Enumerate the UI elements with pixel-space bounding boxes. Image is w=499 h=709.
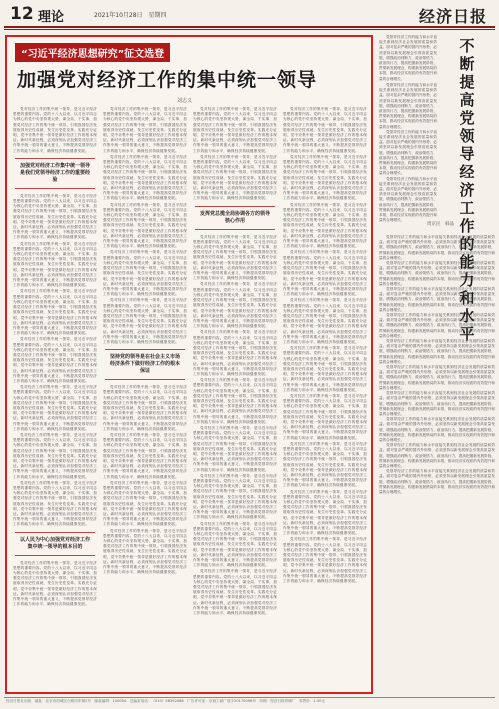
headline-char: 经 bbox=[459, 163, 475, 181]
headline-char: 导 bbox=[459, 145, 475, 163]
article-body bbox=[13, 107, 367, 690]
body-paragraph: 党对经济工作的集中统一领导，是习近平经济思想的重要内容。党的十八大以来，以习近平同志为核心的党中央坚持观大势、谋全局、干实事，加强党对经济工作的集中统一领导，引领我国经济发展取得历史性成就、发生历史性变革。实践充分证明，党中央集中统一领导是做好经济工作的根本保证。新时代新征程，必须深刻认识加强党对经济工作集中统一领导的重大意义，不断提高党领导经济工作的能力和水平，确保经济持续健康发展。 bbox=[283, 107, 367, 153]
highlighted-article[interactable] bbox=[5, 35, 373, 694]
subhead-3: 坚持党的领导是在社会主义市场经济条件下做好经济工作的根本保证 bbox=[105, 349, 185, 380]
body-paragraph: 党对经济工作的集中统一领导，是习近平经济思想的重要内容。党的十八大以来，以习近平同志为核心的党中央坚持观大势、谋全局、干实事，加强党对经济工作的集中统一领导，引领我国经济发展取得历史性成就、发生历史性变革。实践充分证明，党中央集中统一领导是做好经济工作的根本保证。新时代新征程，必须深刻认识加强党对经济工作集中统一领导的重大意义，不断提高党领导经济工作的能力和水平，确保经济持续健康发展。 bbox=[103, 432, 187, 479]
body-paragraph: 党对经济工作的集中统一领导，是习近平经济思想的重要内容。党的十八大以来，以习近平同志为核心的党中央坚持观大势、谋全局、干实事，加强党对经济工作的集中统一领导，引领我国经济发展取得历史性成就、发生历史性变革。实践充分证明，党中央集中统一领导是做好经济工作的根本保证。新时代新征程，必须深刻认识加强党对经济工作集中统一领导的重大意义，不断提高党领导经济工作的能力和水平，确保经济持续健康发展。 bbox=[283, 393, 367, 440]
body-paragraph: 党对经济工作的集中统一领导，是习近平经济思想的重要内容。党的十八大以来，以习近平同志为核心的党中央坚持观大势、谋全局、干实事，加强党对经济工作的集中统一领导，引领我国经济发展取得历史性成就、发生历史性变革。实践充分证明，党中央集中统一领导是做好经济工作的根本保证。新时代新征程，必须深刻认识加强党对经济工作集中统一领导的重大意义，不断提高党领导经济工作的能力和水平，确保经济持续健康发展。 bbox=[103, 480, 187, 527]
body-paragraph: 党对经济工作的集中统一领导，是习近平经济思想的重要内容。党的十八大以来，以习近平同志为核心的党中央坚持观大势、谋全局、干实事，加强党对经济工作的集中统一领导，引领我国经济发展取得历史性成就、发生历史性变革。实践充分证明，党中央集中统一领导是做好经济工作的根本保证。新时代新征程，必须深刻认识加强党对经济工作集中统一领导的重大意义，不断提高党领导经济工作的能力和水平，确保经济持续健康发展。 bbox=[13, 385, 97, 431]
body-paragraph: 党对经济工作的集中统一领导，是习近平经济思想的重要内容。党的十八大以来，以习近平同志为核心的党中央坚持观大势、谋全局、干实事，加强党对经济工作的集中统一领导，引领我国经济发展取得历史性成就、发生历史性变革。实践充分证明，党中央集中统一领导是做好经济工作的根本保证。新时代新征程，必须深刻认识加强党对经济工作集中统一领导的重大意义，不断提高党领导经济工作的能力和水平，确保经济持续健康发展。 bbox=[193, 107, 277, 153]
body-column-1 bbox=[13, 107, 97, 690]
body-paragraph: 党对经济工作的集中统一领导，是习近平经济思想的重要内容。党的十八大以来，以习近平同志为核心的党中央坚持观大势、谋全局、干实事，加强党对经济工作的集中统一领导，引领我国经济发展取得历史性成就、发生历史性变革。实践充分证明，党中央集中统一领导是做好经济工作的根本保证。新时代新征程，必须深刻认识加强党对经济工作集中统一领导的重大意义，不断提高党领导经济工作的能力和水平，确保经济持续健康发展。 bbox=[13, 432, 97, 479]
body-paragraph: 党领导经济工作的能力和水平直接关系到经济社会发展的质量和效益。面对复杂严峻的国内外形势，必须坚持以新发展理念引领高质量发展，增强政治判断力、政治领悟力、政治执行力，提高把握新发展阶段、贯彻新发展理念、构建新发展格局的本领，推动经济实现质的有效提升和量的合理增长。 bbox=[379, 129, 437, 176]
headline-char: 高 bbox=[459, 91, 475, 109]
body-paragraph: 党对经济工作的集中统一领导，是习近平经济思想的重要内容。党的十八大以来，以习近平同志为核心的党中央坚持观大势、谋全局、干实事，加强党对经济工作的集中统一领导，引领我国经济发展取得历史性成就、发生历史性变革。实践充分证明，党中央集中统一领导是做好经济工作的根本保证。新时代新征程，必须深刻认识加强党对经济工作集中统一领导的重大意义，不断提高党领导经济工作的能力和水平，确保经济持续健康发展。 bbox=[193, 154, 277, 201]
body-column-3 bbox=[193, 107, 277, 690]
body-paragraph: 党领导经济工作的能力和水平直接关系到经济社会发展的质量和效益。面对复杂严峻的国内外形势，必须坚持以新发展理念引领高质量发展，增强政治判断力、政治领悟力、政治执行力，提高把握新发展阶段、贯彻新发展理念、构建新发展格局的本领，推动经济实现质的有效提升和量的合理增长。 bbox=[379, 313, 495, 338]
headline-char: 济 bbox=[459, 181, 475, 199]
headline-char: 能 bbox=[459, 253, 475, 271]
headline-char: 作 bbox=[459, 217, 475, 235]
body-paragraph: 党领导经济工作的能力和水平直接关系到经济社会发展的质量和效益。面对复杂严峻的国内外形势，必须坚持以新发展理念引领高质量发展，增强政治判断力、政治领悟力、政治执行力，提高把握新发展阶段、贯彻新发展理念、构建新发展格局的本领，推动经济实现质的有效提升和量的合理增长。 bbox=[379, 235, 495, 260]
body-paragraph: 党对经济工作的集中统一领导，是习近平经济思想的重要内容。党的十八大以来，以习近平同志为核心的党中央坚持观大势、谋全局、干实事，加强党对经济工作的集中统一领导，引领我国经济发展取得历史性成就、发生历史性变革。实践充分证明，党中央集中统一领导是做好经济工作的根本保证。新时代新征程，必须深刻认识加强党对经济工作集中统一领导的重大意义，不断提高党领导经济工作的能力和水平，确保经济持续健康发展。 bbox=[193, 521, 277, 568]
body-paragraph: 党对经济工作的集中统一领导，是习近平经济思想的重要内容。党的十八大以来，以习近平同志为核心的党中央坚持观大势、谋全局、干实事，加强党对经济工作的集中统一领导，引领我国经济发展取得历史性成就、发生历史性变革。实践充分证明，党中央集中统一领导是做好经济工作的根本保证。新时代新征程，必须深刻认识加强党对经济工作集中统一领导的重大意义，不断提高党领导经济工作的能力和水平，确保经济持续健康发展。 bbox=[283, 489, 367, 536]
headline-char: 力 bbox=[459, 271, 475, 289]
body-paragraph: 党对经济工作的集中统一领导，是习近平经济思想的重要内容。党的十八大以来，以习近平同志为核心的党中央坚持观大势、谋全局、干实事，加强党对经济工作的集中统一领导，引领我国经济发展取得历史性成就、发生历史性变革。实践充分证明，党中央集中统一领导是做好经济工作的根本保证。新时代新征程，必须深刻认识加强党对经济工作集中统一领导的重大意义，不断提高党领导经济工作的能力和水平，确保经济持续健康发展。 bbox=[13, 337, 97, 383]
right-article-top-text bbox=[379, 35, 437, 83]
masthead bbox=[4, 4, 495, 26]
body-paragraph: 党领导经济工作的能力和水平直接关系到经济社会发展的质量和效益。面对复杂严峻的国内外形势，必须坚持以新发展理念引领高质量发展，增强政治判断力、政治领悟力、政治执行力，提高把握新发展阶段、贯彻新发展理念、构建新发展格局的本领，推动经济实现质的有效提升和量的合理增长。 bbox=[379, 176, 437, 223]
body-paragraph: 党领导经济工作的能力和水平直接关系到经济社会发展的质量和效益。面对复杂严峻的国内外形势，必须坚持以新发展理念引领高质量发展，增强政治判断力、政治领悟力、政治执行力，提高把握新发展阶段、贯彻新发展理念、构建新发展格局的本领，推动经济实现质的有效提升和量的合理增长。 bbox=[379, 83, 437, 129]
headline-char: 党 bbox=[459, 109, 475, 127]
body-paragraph: 党对经济工作的集中统一领导，是习近平经济思想的重要内容。党的十八大以来，以习近平同志为核心的党中央坚持观大势、谋全局、干实事，加强党对经济工作的集中统一领导，引领我国经济发展取得历史性成就、发生历史性变革。实践充分证明，党中央集中统一领导是做好经济工作的根本保证。新时代新征程，必须深刻认识加强党对经济工作集中统一领导的重大意义，不断提高党领导经济工作的能力和水平，确保经济持续健康发展。 bbox=[283, 202, 367, 249]
body-paragraph: 党对经济工作的集中统一领导，是习近平经济思想的重要内容。党的十八大以来，以习近平同志为核心的党中央坚持观大势、谋全局、干实事，加强党对经济工作的集中统一领导，引领我国经济发展取得历史性成就、发生历史性变革。实践充分证明，党中央集中统一领导是做好经济工作的根本保证。新时代新征程，必须深刻认识加强党对经济工作集中统一领导的重大意义，不断提高党领导经济工作的能力和水平，确保经济持续健康发展。 bbox=[283, 250, 367, 297]
paper-logo: 经济日报 bbox=[418, 7, 487, 26]
body-paragraph: 党对经济工作的集中统一领导，是习近平经济思想的重要内容。党的十八大以来，以习近平同志为核心的党中央坚持观大势、谋全局、干实事，加强党对经济工作的集中统一领导，引领我国经济发展取得历史性成就、发生历史性变革。实践充分证明，党中央集中统一领导是做好经济工作的根本保证。新时代新征程，必须深刻认识加强党对经济工作集中统一领导的重大意义，不断提高党领导经济工作的能力和水平，确保经济持续健康发展。 bbox=[103, 154, 187, 201]
section-name: 理论 bbox=[38, 10, 65, 25]
body-paragraph: 党对经济工作的集中统一领导，是习近平经济思想的重要内容。党的十八大以来，以习近平同志为核心的党中央坚持观大势、谋全局、干实事，加强党对经济工作的集中统一领导，引领我国经济发展取得历史性成就、发生历史性变革。实践充分证明，党中央集中统一领导是做好经济工作的根本保证。新时代新征程，必须深刻认识加强党对经济工作集中统一领导的重大意义，不断提高党领导经济工作的能力和水平，确保经济持续健康发展。 bbox=[103, 385, 187, 431]
headline-char: 水 bbox=[459, 307, 475, 325]
body-paragraph: 党对经济工作的集中统一领导，是习近平经济思想的重要内容。党的十八大以来，以习近平同志为核心的党中央坚持观大势、谋全局、干实事，加强党对经济工作的集中统一领导，引领我国经济发展取得历史性成就、发生历史性变革。实践充分证明，党中央集中统一领导是做好经济工作的根本保证。新时代新征程，必须深刻认识加强党对经济工作集中统一领导的重大意义，不断提高党领导经济工作的能力和水平，确保经济持续健康发展。 bbox=[103, 202, 187, 249]
article-byline: 刘志义 bbox=[177, 98, 193, 104]
masthead-rule bbox=[4, 26, 495, 28]
body-paragraph: 党对经济工作的集中统一领导，是习近平经济思想的重要内容。党的十八大以来，以习近平同志为核心的党中央坚持观大势、谋全局、干实事，加强党对经济工作的集中统一领导，引领我国经济发展取得历史性成就、发生历史性变革。实践充分证明，党中央集中统一领导是做好经济工作的根本保证。新时代新征程，必须深刻认识加强党对经济工作集中统一领导的重大意义，不断提高党领导经济工作的能力和水平，确保经济持续健康发展。 bbox=[193, 234, 277, 281]
body-column-4 bbox=[283, 107, 367, 690]
subhead-2: 发挥党总揽全局协调各方的领导核心作用 bbox=[195, 206, 275, 230]
column-banner: “习近平经济思想研究”征文选登 bbox=[15, 43, 170, 62]
headline-char: 的 bbox=[459, 235, 475, 253]
publication-date: 2021年10月28日 星期四 bbox=[94, 12, 167, 19]
body-paragraph: 党领导经济工作的能力和水平直接关系到经济社会发展的质量和效益。面对复杂严峻的国内外形势，必须坚持以新发展理念引领高质量发展，增强政治判断力、政治领悟力、政治执行力，提高把握新发展阶段、贯彻新发展理念、构建新发展格局的本领，推动经济实现质的有效提升和量的合理增长。 bbox=[379, 443, 495, 468]
headline-char: 工 bbox=[459, 199, 475, 217]
body-paragraph: 党领导经济工作的能力和水平直接关系到经济社会发展的质量和效益。面对复杂严峻的国内外形势，必须坚持以新发展理念引领高质量发展，增强政治判断力、政治领悟力、政治执行力，提高把握新发展阶段、贯彻新发展理念、构建新发展格局的本领，推动经济实现质的有效提升和量的合理增长。 bbox=[379, 469, 495, 494]
subhead-4: 以人民为中心加强党对经济工作集中统一领导的根本目的 bbox=[15, 532, 95, 556]
subhead-1: 加强党对经济工作集中统一领导是我们党领导经济工作的重要经验 bbox=[15, 158, 95, 189]
page-number: 12 bbox=[10, 4, 34, 24]
body-paragraph: 党领导经济工作的能力和水平直接关系到经济社会发展的质量和效益。面对复杂严峻的国内外形势，必须坚持以新发展理念引领高质量发展，增强政治判断力、政治领悟力、政治执行力，提高把握新发展阶段、贯彻新发展理念、构建新发展格局的本领，推动经济实现质的有效提升和量的合理增长。 bbox=[379, 417, 495, 442]
body-paragraph: 党领导经济工作的能力和水平直接关系到经济社会发展的质量和效益。面对复杂严峻的国内外形势，必须坚持以新发展理念引领高质量发展，增强政治判断力、政治领悟力、政治执行力，提高把握新发展阶段、贯彻新发展理念、构建新发展格局的本领，推动经济实现质的有效提升和量的合理增长。 bbox=[379, 261, 495, 286]
masthead-rule-thin bbox=[4, 29, 495, 30]
body-column-2 bbox=[103, 107, 187, 690]
body-paragraph: 党对经济工作的集中统一领导，是习近平经济思想的重要内容。党的十八大以来，以习近平同志为核心的党中央坚持观大势、谋全局、干实事，加强党对经济工作的集中统一领导，引领我国经济发展取得历史性成就、发生历史性变革。实践充分证明，党中央集中统一领导是做好经济工作的根本保证。新时代新征程，必须深刻认识加强党对经济工作集中统一领导的重大意义，不断提高党领导经济工作的能力和水平，确保经济持续健康发展。 bbox=[283, 346, 367, 392]
headline-char: 平 bbox=[459, 325, 475, 343]
right-article-column-a bbox=[379, 83, 437, 233]
body-paragraph: 党对经济工作的集中统一领导，是习近平经济思想的重要内容。党的十八大以来，以习近平同志为核心的党中央坚持观大势、谋全局、干实事，加强党对经济工作的集中统一领导，引领我国经济发展取得历史性成就、发生历史性变革。实践充分证明，党中央集中统一领导是做好经济工作的根本保证。新时代新征程，必须深刻认识加强党对经济工作集中统一领导的重大意义，不断提高党领导经济工作的能力和水平，确保经济持续健康发展。 bbox=[13, 560, 97, 607]
article-headline: 加强党对经济工作的集中统一领导 bbox=[17, 69, 318, 91]
body-paragraph: 党领导经济工作的能力和水平直接关系到经济社会发展的质量和效益。面对复杂严峻的国内外形势，必须坚持以新发展理念引领高质量发展，增强政治判断力、政治领悟力、政治执行力，提高把握新发展阶段、贯彻新发展理念、构建新发展格局的本领，推动经济实现质的有效提升和量的合理增长。 bbox=[379, 35, 437, 81]
body-paragraph: 党对经济工作的集中统一领导，是习近平经济思想的重要内容。党的十八大以来，以习近平同志为核心的党中央坚持观大势、谋全局、干实事，加强党对经济工作的集中统一领导，引领我国经济发展取得历史性成就、发生历史性变革。实践充分证明，党中央集中统一领导是做好经济工作的根本保证。新时代新征程，必须深刻认识加强党对经济工作集中统一领导的重大意义，不断提高党领导经济工作的能力和水平，确保经济持续健康发展。 bbox=[283, 298, 367, 344]
body-paragraph: 党领导经济工作的能力和水平直接关系到经济社会发展的质量和效益。面对复杂严峻的国内外形势，必须坚持以新发展理念引领高质量发展，增强政治判断力、政治领悟力、政治执行力，提高把握新发展阶段、贯彻新发展理念、构建新发展格局的本领，推动经济实现质的有效提升和量的合理增长。 bbox=[379, 391, 495, 416]
headline-char: 断 bbox=[459, 55, 475, 73]
body-paragraph: 党对经济工作的集中统一领导，是习近平经济思想的重要内容。党的十八大以来，以习近平同志为核心的党中央坚持观大势、谋全局、干实事，加强党对经济工作的集中统一领导，引领我国经济发展取得历史性成就、发生历史性变革。实践充分证明，党中央集中统一领导是做好经济工作的根本保证。新时代新征程，必须深刻认识加强党对经济工作集中统一领导的重大意义，不断提高党领导经济工作的能力和水平，确保经济持续健康发展。 bbox=[13, 289, 97, 336]
right-article[interactable] bbox=[379, 35, 495, 694]
right-article-column-b bbox=[379, 235, 495, 694]
body-paragraph: 党对经济工作的集中统一领导，是习近平经济思想的重要内容。党的十八大以来，以习近平同志为核心的党中央坚持观大势、谋全局、干实事，加强党对经济工作的集中统一领导，引领我国经济发展取得历史性成就、发生历史性变革。实践充分证明，党中央集中统一领导是做好经济工作的根本保证。新时代新征程，必须深刻认识加强党对经济工作集中统一领导的重大意义，不断提高党领导经济工作的能力和水平，确保经济持续健康发展。 bbox=[103, 250, 187, 297]
headline-char: 不 bbox=[459, 37, 475, 55]
body-paragraph: 党对经济工作的集中统一领导，是习近平经济思想的重要内容。党的十八大以来，以习近平同志为核心的党中央坚持观大势、谋全局、干实事，加强党对经济工作的集中统一领导，引领我国经济发展取得历史性成就、发生历史性变革。实践充分证明，党中央集中统一领导是做好经济工作的根本保证。新时代新征程，必须深刻认识加强党对经济工作集中统一领导的重大意义，不断提高党领导经济工作的能力和水平，确保经济持续健康发展。 bbox=[193, 378, 277, 424]
body-paragraph: 党对经济工作的集中统一领导，是习近平经济思想的重要内容。党的十八大以来，以习近平同志为核心的党中央坚持观大势、谋全局、干实事，加强党对经济工作的集中统一领导，引领我国经济发展取得历史性成就、发生历史性变革。实践充分证明，党中央集中统一领导是做好经济工作的根本保证。新时代新征程，必须深刻认识加强党对经济工作集中统一领导的重大意义，不断提高党领导经济工作的能力和水平，确保经济持续健康发展。 bbox=[193, 473, 277, 520]
body-paragraph: 党对经济工作的集中统一领导，是习近平经济思想的重要内容。党的十八大以来，以习近平同志为核心的党中央坚持观大势、谋全局、干实事，加强党对经济工作的集中统一领导，引领我国经济发展取得历史性成就、发生历史性变革。实践充分证明，党中央集中统一领导是做好经济工作的根本保证。新时代新征程，必须深刻认识加强党对经济工作集中统一领导的重大意义，不断提高党领导经济工作的能力和水平，确保经济持续健康发展。 bbox=[283, 537, 367, 584]
body-paragraph: 党领导经济工作的能力和水平直接关系到经济社会发展的质量和效益。面对复杂严峻的国内外形势，必须坚持以新发展理念引领高质量发展，增强政治判断力、政治领悟力、政治执行力，提高把握新发展阶段、贯彻新发展理念、构建新发展格局的本领，推动经济实现质的有效提升和量的合理增长。 bbox=[379, 365, 495, 390]
body-paragraph: 党对经济工作的集中统一领导，是习近平经济思想的重要内容。党的十八大以来，以习近平同志为核心的党中央坚持观大势、谋全局、干实事，加强党对经济工作的集中统一领导，引领我国经济发展取得历史性成就、发生历史性变革。实践充分证明，党中央集中统一领导是做好经济工作的根本保证。新时代新征程，必须深刻认识加强党对经济工作集中统一领导的重大意义，不断提高党领导经济工作的能力和水平，确保经济持续健康发展。 bbox=[13, 107, 97, 153]
body-paragraph: 党对经济工作的集中统一领导，是习近平经济思想的重要内容。党的十八大以来，以习近平同志为核心的党中央坚持观大势、谋全局、干实事，加强党对经济工作的集中统一领导，引领我国经济发展取得历史性成就、发生历史性变革。实践充分证明，党中央集中统一领导是做好经济工作的根本保证。新时代新征程，必须深刻认识加强党对经济工作集中统一领导的重大意义，不断提高党领导经济工作的能力和水平，确保经济持续健康发展。 bbox=[103, 107, 187, 153]
body-paragraph: 党对经济工作的集中统一领导，是习近平经济思想的重要内容。党的十八大以来，以习近平同志为核心的党中央坚持观大势、谋全局、干实事，加强党对经济工作的集中统一领导，引领我国经济发展取得历史性成就、发生历史性变革。实践充分证明，党中央集中统一领导是做好经济工作的根本保证。新时代新征程，必须深刻认识加强党对经济工作集中统一领导的重大意义，不断提高党领导经济工作的能力和水平，确保经济持续健康发展。 bbox=[193, 569, 277, 616]
headline-char: 提 bbox=[459, 73, 475, 91]
body-paragraph: 党对经济工作的集中统一领导，是习近平经济思想的重要内容。党的十八大以来，以习近平同志为核心的党中央坚持观大势、谋全局、干实事，加强党对经济工作的集中统一领导，引领我国经济发展取得历史性成就、发生历史性变革。实践充分证明，党中央集中统一领导是做好经济工作的根本保证。新时代新征程，必须深刻认识加强党对经济工作集中统一领导的重大意义，不断提高党领导经济工作的能力和水平，确保经济持续健康发展。 bbox=[103, 298, 187, 344]
body-paragraph: 党领导经济工作的能力和水平直接关系到经济社会发展的质量和效益。面对复杂严峻的国内外形势，必须坚持以新发展理念引领高质量发展，增强政治判断力、政治领悟力、政治执行力，提高把握新发展阶段、贯彻新发展理念、构建新发展格局的本领，推动经济实现质的有效提升和量的合理增长。 bbox=[379, 287, 495, 312]
footer-imprint: 经济日报社出版 地址：北京市西城区白纸坊东街2号 邮政编码：100054 总编室电话：（010）58392088 广告许可证：京西工商广登字20170096号 印刷：经济日报印刷厂 零售价：1.50元 bbox=[6, 699, 326, 703]
body-paragraph: 党对经济工作的集中统一领导，是习近平经济思想的重要内容。党的十八大以来，以习近平同志为核心的党中央坚持观大势、谋全局、干实事，加强党对经济工作的集中统一领导，引领我国经济发展取得历史性成就、发生历史性变革。实践充分证明，党中央集中统一领导是做好经济工作的根本保证。新时代新征程，必须深刻认识加强党对经济工作集中统一领导的重大意义，不断提高党领导经济工作的能力和水平，确保经济持续健康发展。 bbox=[13, 193, 97, 240]
body-paragraph: 党对经济工作的集中统一领导，是习近平经济思想的重要内容。党的十八大以来，以习近平同志为核心的党中央坚持观大势、谋全局、干实事，加强党对经济工作的集中统一领导，引领我国经济发展取得历史性成就、发生历史性变革。实践充分证明，党中央集中统一领导是做好经济工作的根本保证。新时代新征程，必须深刻认识加强党对经济工作集中统一领导的重大意义，不断提高党领导经济工作的能力和水平，确保经济持续健康发展。 bbox=[13, 480, 97, 527]
body-paragraph: 党对经济工作的集中统一领导，是习近平经济思想的重要内容。党的十八大以来，以习近平同志为核心的党中央坚持观大势、谋全局、干实事，加强党对经济工作的集中统一领导，引领我国经济发展取得历史性成就、发生历史性变革。实践充分证明，党中央集中统一领导是做好经济工作的根本保证。新时代新征程，必须深刻认识加强党对经济工作集中统一领导的重大意义，不断提高党领导经济工作的能力和水平，确保经济持续健康发展。 bbox=[193, 330, 277, 376]
body-paragraph: 党领导经济工作的能力和水平直接关系到经济社会发展的质量和效益。面对复杂严峻的国内外形势，必须坚持以新发展理念引领高质量发展，增强政治判断力、政治领悟力、政治执行力，提高把握新发展阶段、贯彻新发展理念、构建新发展格局的本领，推动经济实现质的有效提升和量的合理增长。 bbox=[379, 339, 495, 364]
body-paragraph: 党对经济工作的集中统一领导，是习近平经济思想的重要内容。党的十八大以来，以习近平同志为核心的党中央坚持观大势、谋全局、干实事，加强党对经济工作的集中统一领导，引领我国经济发展取得历史性成就、发生历史性变革。实践充分证明，党中央集中统一领导是做好经济工作的根本保证。新时代新征程，必须深刻认识加强党对经济工作集中统一领导的重大意义，不断提高党领导经济工作的能力和水平，确保经济持续健康发展。 bbox=[103, 528, 187, 575]
body-paragraph: 党对经济工作的集中统一领导，是习近平经济思想的重要内容。党的十八大以来，以习近平同志为核心的党中央坚持观大势、谋全局、干实事，加强党对经济工作的集中统一领导，引领我国经济发展取得历史性成就、发生历史性变革。实践充分证明，党中央集中统一领导是做好经济工作的根本保证。新时代新征程，必须深刻认识加强党对经济工作集中统一领导的重大意义，不断提高党领导经济工作的能力和水平，确保经济持续健康发展。 bbox=[283, 154, 367, 201]
right-article-byline: 周京民 韩晶 bbox=[427, 222, 454, 227]
body-paragraph: 党对经济工作的集中统一领导，是习近平经济思想的重要内容。党的十八大以来，以习近平同志为核心的党中央坚持观大势、谋全局、干实事，加强党对经济工作的集中统一领导，引领我国经济发展取得历史性成就、发生历史性变革。实践充分证明，党中央集中统一领导是做好经济工作的根本保证。新时代新征程，必须深刻认识加强党对经济工作集中统一领导的重大意义，不断提高党领导经济工作的能力和水平，确保经济持续健康发展。 bbox=[13, 241, 97, 288]
body-paragraph: 党对经济工作的集中统一领导，是习近平经济思想的重要内容。党的十八大以来，以习近平同志为核心的党中央坚持观大势、谋全局、干实事，加强党对经济工作的集中统一领导，引领我国经济发展取得历史性成就、发生历史性变革。实践充分证明，党中央集中统一领导是做好经济工作的根本保证。新时代新征程，必须深刻认识加强党对经济工作集中统一领导的重大意义，不断提高党领导经济工作的能力和水平，确保经济持续健康发展。 bbox=[283, 441, 367, 488]
body-paragraph: 党对经济工作的集中统一领导，是习近平经济思想的重要内容。党的十八大以来，以习近平同志为核心的党中央坚持观大势、谋全局、干实事，加强党对经济工作的集中统一领导，引领我国经济发展取得历史性成就、发生历史性变革。实践充分证明，党中央集中统一领导是做好经济工作的根本保证。新时代新征程，必须深刻认识加强党对经济工作集中统一领导的重大意义，不断提高党领导经济工作的能力和水平，确保经济持续健康发展。 bbox=[193, 425, 277, 472]
headline-char: 和 bbox=[459, 289, 475, 307]
footer-rule bbox=[4, 697, 495, 698]
body-paragraph: 党对经济工作的集中统一领导，是习近平经济思想的重要内容。党的十八大以来，以习近平同志为核心的党中央坚持观大势、谋全局、干实事，加强党对经济工作的集中统一领导，引领我国经济发展取得历史性成就、发生历史性变革。实践充分证明，党中央集中统一领导是做好经济工作的根本保证。新时代新征程，必须深刻认识加强党对经济工作集中统一领导的重大意义，不断提高党领导经济工作的能力和水平，确保经济持续健康发展。 bbox=[193, 282, 277, 329]
headline-char: 领 bbox=[459, 127, 475, 145]
